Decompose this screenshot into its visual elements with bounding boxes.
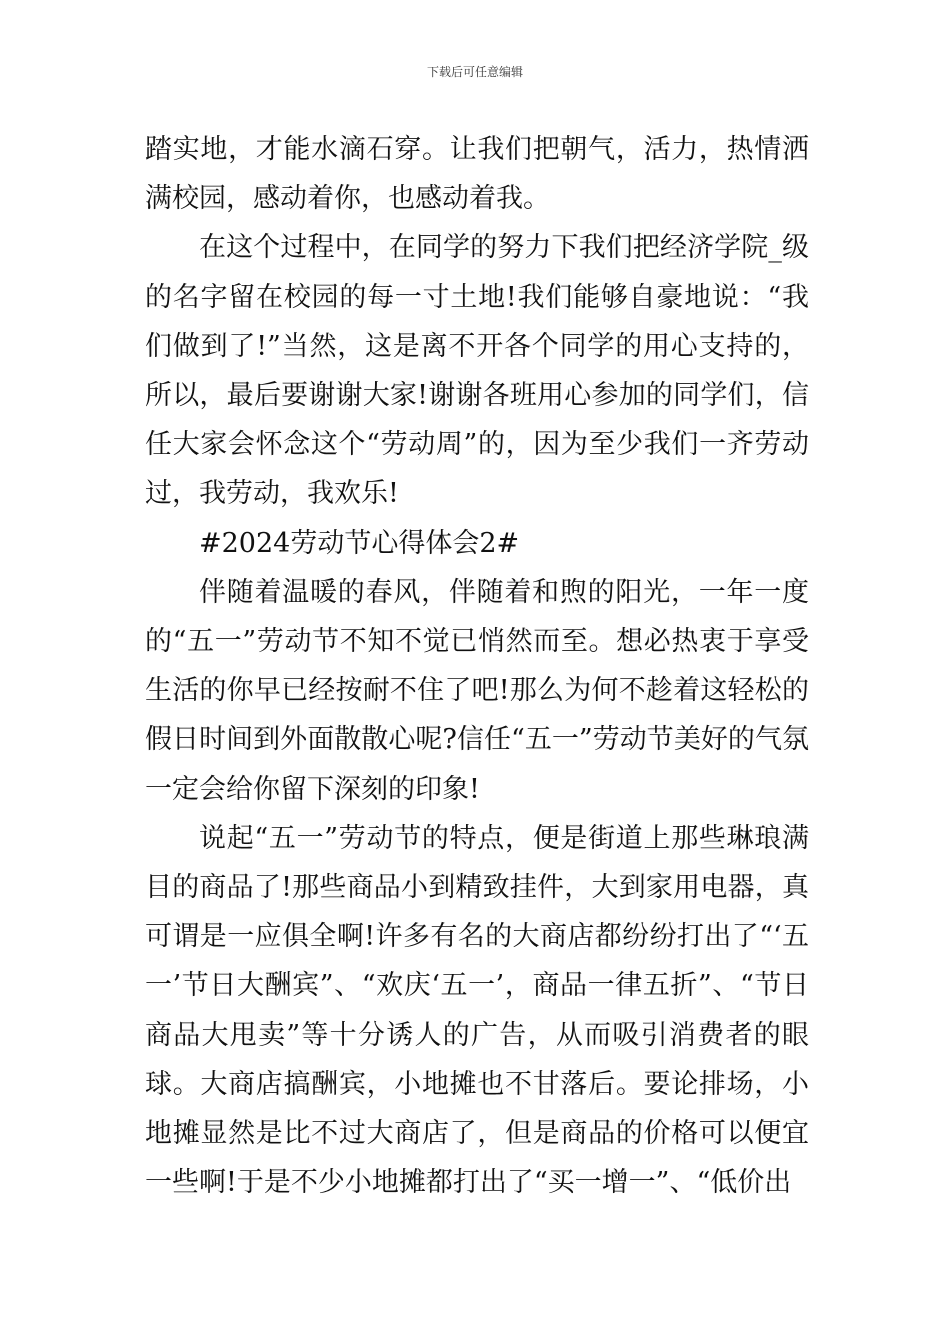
page-header-note: 下载后可任意编辑 bbox=[426, 65, 523, 79]
paragraph-1: 踏实地，才能水滴石穿。让我们把朝气，活力，热情洒满校园，感动着你，也感动着我。 bbox=[145, 134, 809, 215]
paragraph-2: 在这个过程中，在同学的努力下我们把经济学院_级的名字留在校园的每一寸土地!我们能够自豪地说：“我们做到了!”当然，这是离不开各个同学的用心支持的，所以，最后要谢谢大家!谢谢各班用心参加的同学们，信任大家会怀念这个“劳动周”的，因为至少我们一齐劳动过，我劳动，我欢乐! bbox=[145, 232, 809, 510]
paragraph-3: 伴随着温暖的春风，伴随着和煦的阳光，一年一度的“五一”劳动节不知不觉已悄然而至。想必热衷于享受生活的你早已经按耐不住了吧!那么为何不趁着这轻松的假日时间到外面散散心呢?信任“五一”劳动节美好的气氛一定会给你留下深刻的印象! bbox=[145, 576, 809, 805]
section-heading: #2024劳动节心得体会2# bbox=[199, 527, 520, 559]
document-body bbox=[145, 125, 809, 1207]
paragraph-4: 说起“五一”劳动节的特点，便是街道上那些琳琅满目的商品了!那些商品小到精致挂件，大到家用电器，真可谓是一应俱全啊!许多有名的大商店都纷纷打出了“‘五一’节日大酬宾”、“欢庆‘五一’，商品一律五折”、“节日商品大甩卖”等十分诱人的广告，从而吸引消费者的眼球。大商店搞酬宾，小地摊也不甘落后。要论排场，小地摊显然是比不过大商店了，但是商品的价格可以便宜一些啊!于是不少小地摊都打出了“买一增一”、“低价出 bbox=[145, 822, 809, 1199]
